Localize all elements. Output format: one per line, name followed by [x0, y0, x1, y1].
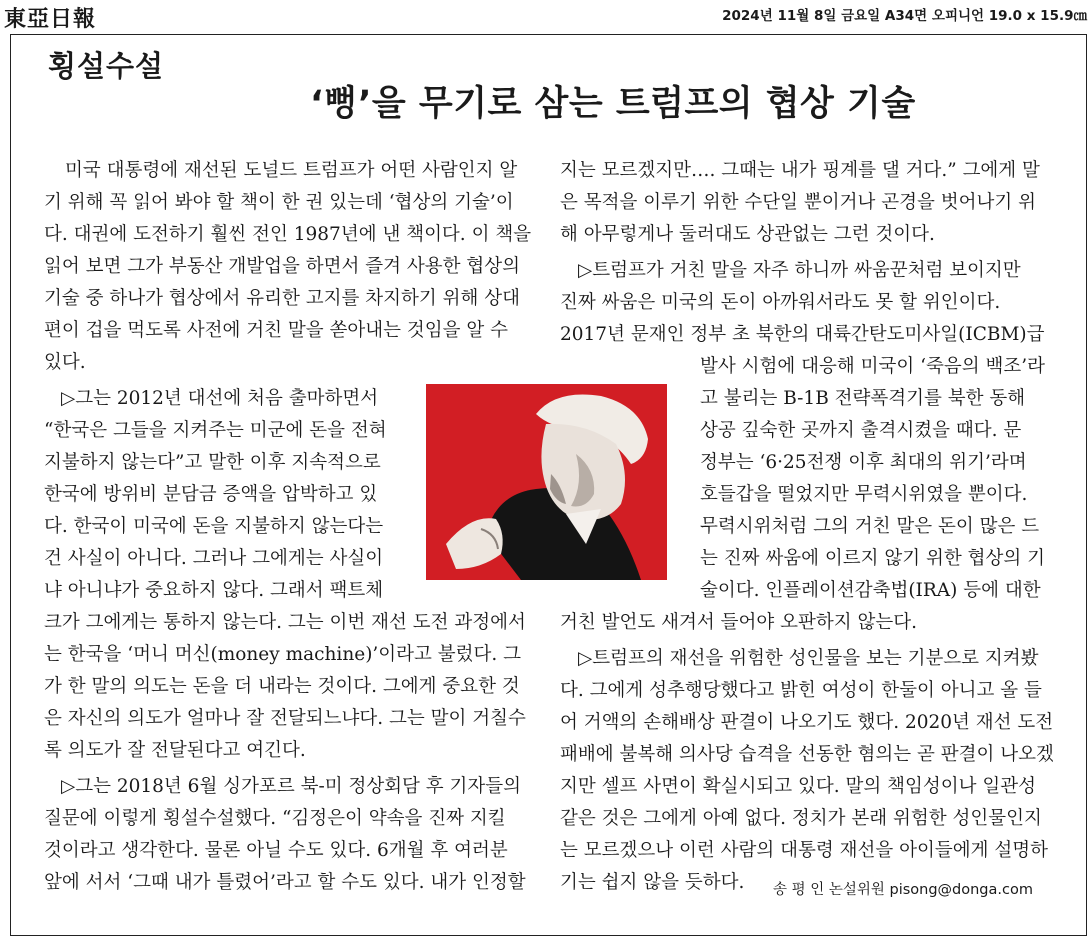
body-line: ▷그는 2012년 대선에 처음 출마하면서: [61, 388, 379, 409]
body-line: 다. 그에게 성추행당했다고 밝힌 여성이 한둘이 아니고 올 들: [560, 680, 1042, 701]
body-line: 지불하지 않는다”고 말한 이후 지속적으로: [44, 452, 381, 473]
body-line: 같은 것은 그에게 아예 없다. 정치가 본래 위험한 성인물인지: [560, 808, 1042, 829]
body-line: 록 의도가 잘 전달된다고 여긴다.: [44, 740, 306, 761]
portrait-illustration-icon: [426, 384, 667, 580]
body-line: 있다.: [44, 352, 86, 373]
body-line: “한국은 그들을 지켜주는 미군에 돈을 전혀: [44, 420, 387, 441]
body-line: 정부는 ‘6·25전쟁 이후 최대의 위기’라며: [700, 452, 1027, 473]
article-headline: ‘뻥’을 무기로 삼는 트럼프의 협상 기술: [310, 84, 916, 124]
publication-dateline: 2024년 11월 8일 금요일 A34면 오피니언 19.0 x 15.9㎝: [722, 8, 1087, 24]
body-line: 고 불리는 B-1B 전략폭격기를 북한 동해: [700, 388, 1026, 409]
body-line: 지는 모르겠지만…. 그때는 내가 핑계를 댈 거다.” 그에게 말: [560, 160, 1040, 181]
body-line: 패배에 불복해 의사당 습격을 선동한 혐의는 곧 판결이 나오겠: [560, 744, 1054, 765]
body-line: 다. 한국이 미국에 돈을 지불하지 않는다는: [44, 516, 384, 537]
body-line: 은 자신의 의도가 얼마나 잘 전달되느냐다. 그는 말이 거칠수: [44, 708, 526, 729]
newspaper-masthead: 東亞日報: [4, 6, 97, 32]
body-line: 거친 발언도 새겨서 들어야 오판하지 않는다.: [560, 612, 917, 633]
body-line: 무력시위처럼 그의 거친 말은 돈이 많은 드: [700, 516, 1040, 537]
body-line: ▷트럼프가 거친 말을 자주 하니까 싸움꾼처럼 보이지만: [578, 260, 1021, 281]
body-line: 한국에 방위비 분담금 증액을 압박하고 있: [44, 484, 378, 505]
body-line: 미국 대통령에 재선된 도널드 트럼프가 어떤 사람인지 알: [65, 160, 518, 181]
body-line: ▷그는 2018년 6월 싱가포르 북-미 정상회담 후 기자들의: [61, 776, 522, 797]
body-line: 상공 깊숙한 곳까지 출격시켰을 때다. 문: [700, 420, 1022, 441]
body-line: 해 아무렇게나 둘러대도 상관없는 그런 것이다.: [560, 224, 935, 245]
body-line: 읽어 보면 그가 부동산 개발업을 하면서 즐겨 사용한 협상의: [44, 256, 520, 277]
portrait-illustration: [426, 384, 667, 580]
body-line: 크가 그에게는 통하지 않는다. 그는 이번 재선 도전 과정에서: [44, 612, 526, 633]
body-line: 앞에 서서 ‘그때 내가 틀렸어’라고 할 수도 있다. 내가 인정할: [44, 872, 526, 893]
body-line: 호들갑을 떨었지만 무력시위였을 뿐이다.: [700, 484, 1028, 505]
body-line: 술이다. 인플레이션감축법(IRA) 등에 대한: [700, 580, 1041, 601]
body-line: 질문에 이렇게 횡설수설했다. “김정은이 약속을 진짜 지킬: [44, 808, 506, 829]
body-line: 것이라고 생각한다. 물론 아닐 수도 있다. 6개월 후 여러분: [44, 840, 508, 861]
body-line: 는 모르겠으나 이런 사람의 대통령 재선을 아이들에게 설명하: [560, 840, 1048, 861]
body-line: 발사 시험에 대응해 미국이 ‘죽음의 백조’라: [700, 356, 1045, 377]
body-line: ▷트럼프의 재선을 위험한 성인물을 보는 기분으로 지켜봤: [578, 648, 1039, 669]
body-line: 는 진짜 싸움에 이르지 않기 위한 협상의 기: [700, 548, 1045, 569]
body-line: 가 한 말의 의도는 돈을 더 내라는 것이다. 그에게 중요한 것: [44, 676, 520, 697]
body-line: 2017년 문재인 정부 초 북한의 대륙간탄도미사일(ICBM)급: [560, 324, 1045, 345]
body-line: 건 사실이 아니다. 그러나 그에게는 사실이: [44, 548, 384, 569]
body-line: 은 목적을 이루기 위한 수단일 뿐이거나 곤경을 벗어나기 위: [560, 192, 1036, 213]
body-line: 기 위해 꼭 읽어 봐야 할 책이 한 권 있는데 ‘협상의 기술’이: [44, 192, 514, 213]
body-line: 지만 셀프 사면이 확실시되고 있다. 말의 책임성이나 일관성: [560, 776, 1036, 797]
body-line: 기는 쉽지 않을 듯하다.: [560, 872, 745, 893]
body-line: 어 거액의 손해배상 판결이 나오기도 했다. 2020년 재선 도전: [560, 712, 1054, 733]
body-line: 편이 겁을 먹도록 사전에 거친 말을 쏟아내는 것임을 알 수: [44, 320, 508, 341]
body-line: 진짜 싸움은 미국의 돈이 아까워서라도 못 할 위인이다.: [560, 292, 1001, 313]
column-name: 횡설수설: [48, 49, 165, 83]
body-line: 다. 대권에 도전하기 훨씬 전인 1987년에 낸 책이다. 이 책을: [44, 224, 532, 245]
body-line: 기술 중 하나가 협상에서 유리한 고지를 차지하기 위해 상대: [44, 288, 520, 309]
body-line: 냐 아니냐가 중요하지 않다. 그래서 팩트체: [44, 580, 384, 601]
author-byline: 송 평 인 논설위원 pisong@donga.com: [773, 882, 1033, 898]
body-line: 는 한국을 ‘머니 머신(money machine)’이라고 불렀다. 그: [44, 644, 522, 665]
